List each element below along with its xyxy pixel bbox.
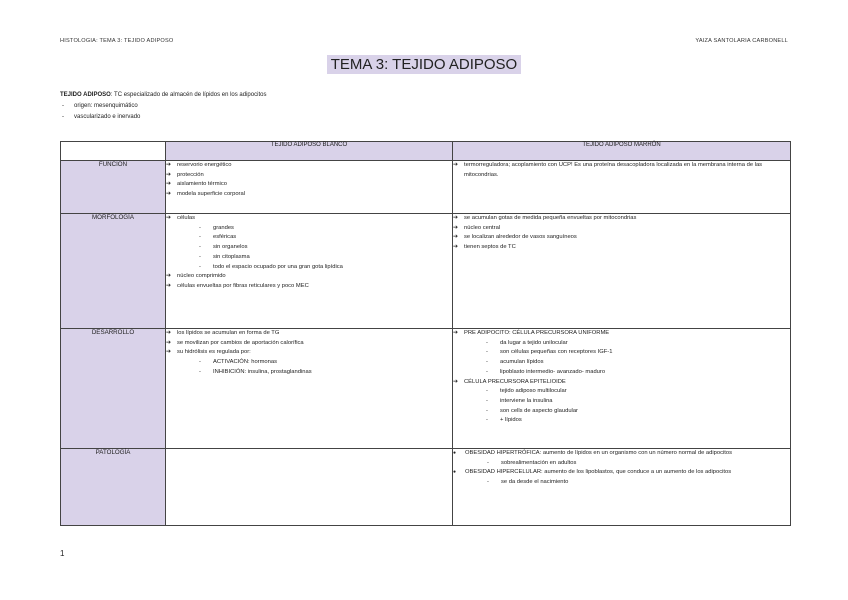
list-item-text: PRE ADIPOCITO: CÉLULA PRECURSORA UNIFORME (464, 330, 610, 336)
cell-morfologia-marron (453, 214, 791, 329)
list-item-text: su hidrólisis es regulada por: (177, 349, 251, 356)
intro-term: TEJIDO ADIPOSO (60, 92, 111, 98)
table-row-patologia (61, 449, 791, 526)
page-number: 1 (60, 549, 65, 558)
sub-list-item: - ACTIVACIÓN: hormonas (197, 358, 452, 368)
table-corner-cell (61, 142, 166, 161)
list-item-text: células (177, 215, 196, 221)
cell-funcion-blanco (166, 161, 453, 214)
sub-list-item: - + lípidos (484, 416, 790, 426)
sub-list-item: - interviene la insulina (484, 397, 790, 407)
sub-list (485, 478, 790, 488)
sub-list-item: - INHIBICIÓN: insulina, prostaglandinas (197, 368, 452, 378)
list-item (453, 329, 790, 378)
list-item: ➔ protección (166, 171, 452, 181)
sub-list-item: - lipoblasto intermedio- avanzado- maduro (484, 368, 790, 378)
intro-bullet: - origen: mesenquimático (60, 101, 266, 112)
list-item-text: OBESIDAD HIPERTRÓFICA: aumento de lípidos en un organismo con un número normal de adipocitos (465, 450, 733, 456)
list-item (166, 214, 452, 272)
sub-list-item: - da lugar a tejido unilocular (484, 339, 790, 349)
list-item: ➔ se acumulan gotas de medida pequeña envueltas por mitocondrias (453, 214, 790, 224)
list-item: ➔ se movilizan por cambios de aportación calorífica (166, 339, 452, 349)
intro-bullet: - vascularizado e inervado (60, 112, 266, 123)
list-item: ➔ núcleo comprimido (166, 272, 452, 282)
intro-section (60, 90, 266, 123)
sub-list-item: - tejido adiposo multilocular (484, 387, 790, 397)
list-item: ➔ reservorio energético (166, 161, 452, 171)
list (453, 449, 790, 488)
list-item (453, 449, 790, 468)
intro-definition-text: : TC especializado de almacén de lípidos en los adipocitos (110, 92, 267, 98)
row-header-funcion: FUNCION (61, 161, 166, 214)
comparison-table (60, 141, 791, 526)
list-item-text: OBESIDAD HIPERCELULAR: aumento de los lipoblastos, que conduce a un aumento de los adipocitos (465, 469, 732, 476)
cell-funcion-marron (453, 161, 791, 214)
list-item: ➔ termorreguladora; acoplamiento con UCP! Es una proteína desacopladora localizada en la membrana interna de las mitocondrias. (453, 161, 790, 180)
column-header-marron: TEJIDO ADIPOSO MARRÓN (453, 142, 791, 161)
sub-list-item: - sin citoplasma (197, 253, 452, 263)
list (166, 329, 452, 378)
row-header-morfologia: MORFOLOGÍA (61, 214, 166, 329)
sub-list (485, 459, 790, 469)
sub-list (484, 387, 790, 426)
sub-list (197, 224, 452, 273)
cell-desarrollo-marron (453, 329, 791, 449)
table-row-desarrollo (61, 329, 791, 449)
cell-desarrollo-blanco (166, 329, 453, 449)
cell-morfologia-blanco (166, 214, 453, 329)
list-item: ➔ modela superficie corporal (166, 190, 452, 200)
list-item (453, 378, 790, 427)
list-item-text: CÉLULA PRECURSORA EPITELIOIDE (464, 378, 566, 385)
page-title-wrapper (0, 55, 848, 74)
intro-definition (60, 90, 266, 101)
running-header-right: YAIZA SANTOLARIA CARBONELL (695, 38, 788, 44)
row-header-desarrollo: DESARROLLO (61, 329, 166, 449)
page-title: TEMA 3: TEJIDO ADIPOSO (327, 55, 521, 74)
list-item (166, 348, 452, 377)
table-header-row (61, 142, 791, 161)
list-item: ➔ tienen septos de TC (453, 243, 790, 253)
list (166, 161, 452, 200)
table-row-morfologia (61, 214, 791, 329)
sub-list-item: - son cells de aspecto glaudular (484, 407, 790, 417)
list (453, 329, 790, 426)
sub-list-item: - esféricas (197, 233, 452, 243)
list-item: ➔ células envueltas por fibras reticulares y poco MEC (166, 282, 452, 292)
list-item (453, 468, 790, 487)
list-item: ➔ se localizan alrededor de vasos sanguíneos (453, 233, 790, 243)
sub-list-item: - grandes (197, 224, 452, 234)
sub-list (197, 358, 452, 377)
list-item: ➔ núcleo central (453, 224, 790, 234)
row-header-patologia: PATOLOGÍA (61, 449, 166, 526)
intro-bullets (60, 101, 266, 123)
list (453, 161, 790, 180)
list (166, 214, 452, 292)
sub-list (484, 339, 790, 378)
column-header-blanco: TEJIDO ADIPOSO BLANCO (166, 142, 453, 161)
cell-patologia-marron (453, 449, 791, 526)
sub-list-item: - son células pequeñas con receptores IGF-1 (484, 348, 790, 358)
cell-patologia-blanco (166, 449, 453, 526)
sub-list-item: - sobrealimentación en adultos (485, 459, 790, 469)
list-item: ➔ los lípidos se acumulan en forma de TG (166, 329, 452, 339)
table-row-funcion (61, 161, 791, 214)
list (453, 214, 790, 253)
sub-list-item: - acumulan lípidos (484, 358, 790, 368)
sub-list-item: - se da desde el nacimiento (485, 478, 790, 488)
list-item: ➔ aislamiento térmico (166, 180, 452, 190)
sub-list-item: - sin organelos (197, 243, 452, 253)
running-header-left: HISTOLOGIA: TEMA 3: TEJIDO ADIPOSO (60, 38, 174, 44)
sub-list-item: - todo el espacio ocupado por una gran gota lipídica (197, 263, 452, 273)
